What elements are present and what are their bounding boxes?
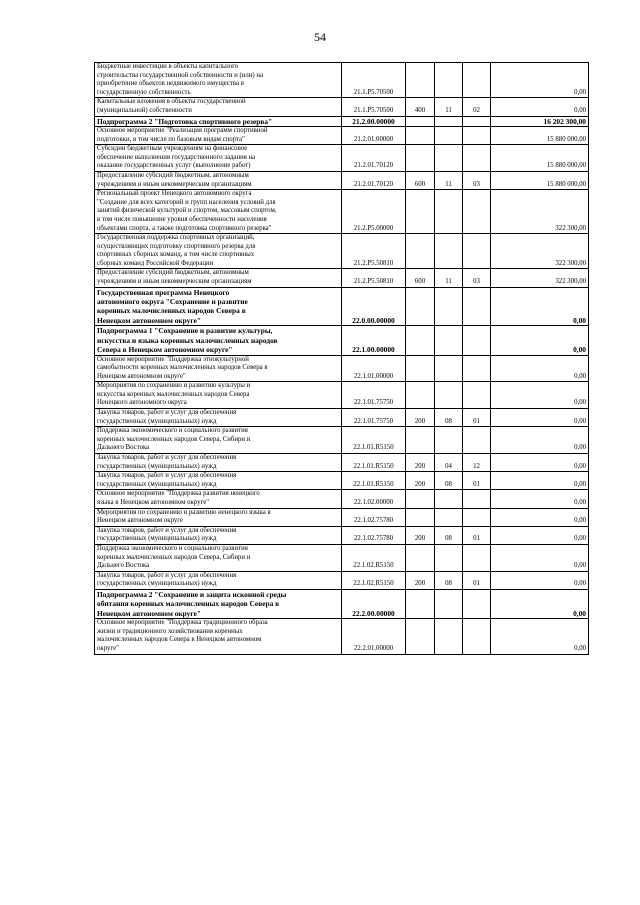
- row-section-cell: 11: [435, 171, 463, 189]
- row-name-cell: Поддержка экономического и социального развития коренных малочисленных народов Севера, Сибири и Дальнего Востока: [95, 544, 342, 571]
- row-name-cell: Закупка товаров, работ и услуг для обеспечения государственных (муниципальных) нужд: [95, 571, 342, 589]
- row-section-cell: [435, 490, 463, 508]
- table-row: [95, 98, 589, 116]
- row-amount-cell: 0,00: [491, 454, 589, 472]
- row-code-cell: 21.1.P5.70500: [342, 98, 406, 116]
- row-name-cell: Основное мероприятие "Поддержка этнокультурной самобытности коренных малочисленных народов Севера в Ненецком автономном округе": [95, 355, 342, 382]
- row-name-cell: Закупка товаров, работ и услуг для обеспечения государственных (муниципальных) нужд: [95, 472, 342, 490]
- row-expense-type-cell: [406, 63, 435, 98]
- row-code-cell: 22.1.02.R5150: [342, 544, 406, 571]
- table-row: [95, 472, 589, 490]
- row-amount-cell: 0,00: [491, 490, 589, 508]
- row-code-cell: 21.2.01.70120: [342, 145, 406, 172]
- row-subsection-cell: [463, 326, 491, 355]
- row-section-cell: [435, 234, 463, 269]
- row-amount-cell: 0,00: [491, 98, 589, 116]
- row-subsection-cell: [463, 63, 491, 98]
- row-amount-cell: 0,00: [491, 427, 589, 454]
- table-row: [95, 269, 589, 287]
- row-name-cell: Подпрограмма 2 "Сохранение и защита исконной среды обитания коренных малочисленных народов Севера в Ненецком автономном округе": [95, 589, 342, 618]
- row-code-cell: 22.2.00.00000: [342, 589, 406, 618]
- row-amount-cell: 322 300,00: [491, 190, 589, 234]
- row-code-cell: 22.0.00.00000: [342, 287, 406, 326]
- row-subsection-cell: 12: [463, 454, 491, 472]
- row-code-cell: 21.2.00.00000: [342, 116, 406, 126]
- row-section-cell: [435, 287, 463, 326]
- row-code-cell: 21.2.P5.50810: [342, 269, 406, 287]
- table-row: [95, 508, 589, 526]
- row-name-cell: Бюджетные инвестиции в объекты капитального строительства государственной собственности и (или) на приобретение объектов недвижимого имущества в государственную собственность: [95, 63, 342, 98]
- row-amount-cell: 0,00: [491, 382, 589, 409]
- row-code-cell: 22.1.02.R5150: [342, 571, 406, 589]
- table-row: [95, 544, 589, 571]
- row-code-cell: 22.1.02.00000: [342, 490, 406, 508]
- table-row: [95, 63, 589, 98]
- row-section-cell: 08: [435, 526, 463, 544]
- row-amount-cell: 15 880 000,00: [491, 145, 589, 172]
- table-row: [95, 190, 589, 234]
- row-code-cell: 22.1.01.R5150: [342, 427, 406, 454]
- row-name-cell: Основное мероприятие "Поддержка традиционного образа жизни и традиционного хозяйствования коренных малочисленных народов Севера в Ненецком автономном округе": [95, 619, 342, 654]
- row-section-cell: [435, 145, 463, 172]
- row-amount-cell: 0,00: [491, 287, 589, 326]
- row-expense-type-cell: [406, 589, 435, 618]
- row-subsection-cell: 01: [463, 571, 491, 589]
- row-subsection-cell: [463, 145, 491, 172]
- row-name-cell: Предоставление субсидий бюджетным, автономным учреждениям и иным некоммерческим организациям: [95, 171, 342, 189]
- row-code-cell: 22.1.01.R5150: [342, 454, 406, 472]
- row-section-cell: [435, 508, 463, 526]
- table-row: [95, 427, 589, 454]
- row-name-cell: Основное мероприятие "Реализация программ спортивной подготовки, в том числе по базовым видам спорта": [95, 126, 342, 144]
- row-section-cell: [435, 589, 463, 618]
- table-row: [95, 355, 589, 382]
- row-expense-type-cell: [406, 116, 435, 126]
- row-amount-cell: 15 880 000,00: [491, 126, 589, 144]
- row-name-cell: Закупка товаров, работ и услуг для обеспечения государственных (муниципальных) нужд: [95, 526, 342, 544]
- table-row: [95, 409, 589, 427]
- row-subsection-cell: [463, 619, 491, 654]
- row-name-cell: Закупка товаров, работ и услуг для обеспечения государственных (муниципальных) нужд: [95, 454, 342, 472]
- table-row: [95, 126, 589, 144]
- row-name-cell: Подпрограмма 2 "Подготовка спортивного резерва": [95, 116, 342, 126]
- row-expense-type-cell: 200: [406, 454, 435, 472]
- row-expense-type-cell: 400: [406, 98, 435, 116]
- row-section-cell: 08: [435, 409, 463, 427]
- row-section-cell: [435, 326, 463, 355]
- row-amount-cell: 0,00: [491, 619, 589, 654]
- row-subsection-cell: [463, 355, 491, 382]
- row-subsection-cell: 03: [463, 171, 491, 189]
- row-name-cell: Мероприятия по сохранению и развитию ненецкого языка в Ненецком автономном округе: [95, 508, 342, 526]
- row-subsection-cell: 01: [463, 472, 491, 490]
- row-subsection-cell: [463, 126, 491, 144]
- row-expense-type-cell: 200: [406, 472, 435, 490]
- row-section-cell: [435, 126, 463, 144]
- row-code-cell: 22.2.01.00000: [342, 619, 406, 654]
- row-subsection-cell: [463, 544, 491, 571]
- row-amount-cell: 322 300,00: [491, 234, 589, 269]
- row-name-cell: Субсидии бюджетным учреждениям на финансовое обеспечение выполнения государственного задания на оказание государственных услуг (выполнение работ): [95, 145, 342, 172]
- row-section-cell: 04: [435, 454, 463, 472]
- row-expense-type-cell: [406, 145, 435, 172]
- row-expense-type-cell: [406, 326, 435, 355]
- row-expense-type-cell: 600: [406, 171, 435, 189]
- row-subsection-cell: [463, 287, 491, 326]
- row-amount-cell: 322 300,00: [491, 269, 589, 287]
- row-section-cell: 08: [435, 571, 463, 589]
- row-amount-cell: 0,00: [491, 508, 589, 526]
- row-expense-type-cell: [406, 427, 435, 454]
- table-row: [95, 234, 589, 269]
- row-expense-type-cell: 600: [406, 269, 435, 287]
- row-amount-cell: 0,00: [491, 409, 589, 427]
- row-expense-type-cell: [406, 544, 435, 571]
- table-row: [95, 589, 589, 618]
- row-expense-type-cell: [406, 287, 435, 326]
- row-subsection-cell: 02: [463, 98, 491, 116]
- row-section-cell: [435, 427, 463, 454]
- row-subsection-cell: [463, 190, 491, 234]
- row-amount-cell: 0,00: [491, 472, 589, 490]
- row-expense-type-cell: [406, 382, 435, 409]
- row-section-cell: [435, 544, 463, 571]
- row-section-cell: 08: [435, 472, 463, 490]
- row-section-cell: [435, 116, 463, 126]
- row-expense-type-cell: [406, 355, 435, 382]
- row-amount-cell: 0,00: [491, 526, 589, 544]
- table-row: [95, 619, 589, 654]
- row-name-cell: Мероприятия по сохранению и развитию культуры и искусства коренных малочисленных народов Севера Ненецкого автономного округа: [95, 382, 342, 409]
- row-code-cell: 21.2.01.70120: [342, 171, 406, 189]
- row-expense-type-cell: [406, 190, 435, 234]
- table-body: [95, 63, 589, 655]
- row-subsection-cell: 03: [463, 269, 491, 287]
- row-expense-type-cell: 200: [406, 526, 435, 544]
- row-code-cell: 21.2.P5.00000: [342, 190, 406, 234]
- table-row: [95, 382, 589, 409]
- row-amount-cell: 0,00: [491, 326, 589, 355]
- row-code-cell: 22.1.02.75780: [342, 526, 406, 544]
- row-name-cell: Предоставление субсидий бюджетным, автономным учреждениям и иным некоммерческим организациям: [95, 269, 342, 287]
- table-row: [95, 326, 589, 355]
- row-expense-type-cell: 200: [406, 409, 435, 427]
- row-expense-type-cell: [406, 619, 435, 654]
- row-expense-type-cell: [406, 490, 435, 508]
- table-row: [95, 571, 589, 589]
- table-row: [95, 490, 589, 508]
- row-name-cell: Государственная поддержка спортивных организаций, осуществляющих подготовку спортивного резерва для спортивных сборных команд, в том числе спортивных сборных команд Российской Федерации: [95, 234, 342, 269]
- row-code-cell: 22.1.02.75780: [342, 508, 406, 526]
- row-subsection-cell: [463, 382, 491, 409]
- row-expense-type-cell: 200: [406, 571, 435, 589]
- row-amount-cell: 0,00: [491, 571, 589, 589]
- row-subsection-cell: [463, 490, 491, 508]
- row-name-cell: Основное мероприятие "Поддержка развития ненецкого языка в Ненецком автономном округе": [95, 490, 342, 508]
- page-number: 54: [314, 30, 326, 44]
- row-section-cell: [435, 619, 463, 654]
- table-row: [95, 116, 589, 126]
- row-subsection-cell: 01: [463, 526, 491, 544]
- table-row: [95, 287, 589, 326]
- row-name-cell: Подпрограмма 1 "Сохранение и развитие культуры, искусства и языка коренных малочисленных народов Севера в Ненецком автономном округе": [95, 326, 342, 355]
- row-amount-cell: 15 880 000,00: [491, 171, 589, 189]
- table-row: [95, 526, 589, 544]
- row-code-cell: 22.1.00.00000: [342, 326, 406, 355]
- row-expense-type-cell: [406, 126, 435, 144]
- row-name-cell: Поддержка экономического и социального развития коренных малочисленных народов Севера, Сибири и Дальнего Востока: [95, 427, 342, 454]
- row-expense-type-cell: [406, 234, 435, 269]
- table-row: [95, 454, 589, 472]
- row-subsection-cell: 01: [463, 409, 491, 427]
- row-amount-cell: 0,00: [491, 63, 589, 98]
- row-section-cell: [435, 355, 463, 382]
- row-section-cell: [435, 190, 463, 234]
- row-name-cell: Государственная программа Ненецкого автономного округа "Сохранение и развитие коренных малочисленных народов Севера в Ненецком автономном округе": [95, 287, 342, 326]
- row-code-cell: 22.1.01.R5150: [342, 472, 406, 490]
- row-amount-cell: 0,00: [491, 355, 589, 382]
- table-row: [95, 145, 589, 172]
- row-code-cell: 21.1.P5.70500: [342, 63, 406, 98]
- row-subsection-cell: [463, 508, 491, 526]
- row-code-cell: 22.1.01.00000: [342, 355, 406, 382]
- budget-table: [94, 62, 589, 655]
- row-amount-cell: 0,00: [491, 544, 589, 571]
- row-section-cell: [435, 63, 463, 98]
- table-row: [95, 171, 589, 189]
- row-code-cell: 21.2.01.00000: [342, 126, 406, 144]
- row-code-cell: 22.1.01.75750: [342, 382, 406, 409]
- row-name-cell: Капитальные вложения в объекты государственной (муниципальной) собственности: [95, 98, 342, 116]
- row-amount-cell: 16 202 300,00: [491, 116, 589, 126]
- row-subsection-cell: [463, 427, 491, 454]
- row-code-cell: 21.2.P5.50810: [342, 234, 406, 269]
- row-code-cell: 22.1.01.75750: [342, 409, 406, 427]
- row-name-cell: Закупка товаров, работ и услуг для обеспечения государственных (муниципальных) нужд: [95, 409, 342, 427]
- row-subsection-cell: [463, 589, 491, 618]
- row-section-cell: 11: [435, 98, 463, 116]
- row-amount-cell: 0,00: [491, 589, 589, 618]
- row-name-cell: Региональный проект Ненецкого автономного округа "Создание для всех категорий и групп населения условий для занятий физической культурой и спортом, массовым спортом, в том числе повышение уровня обеспеченности населения объектами спорта, а также подготовка спортивного резерва": [95, 190, 342, 234]
- row-section-cell: 11: [435, 269, 463, 287]
- row-subsection-cell: [463, 116, 491, 126]
- row-subsection-cell: [463, 234, 491, 269]
- row-section-cell: [435, 382, 463, 409]
- row-expense-type-cell: [406, 508, 435, 526]
